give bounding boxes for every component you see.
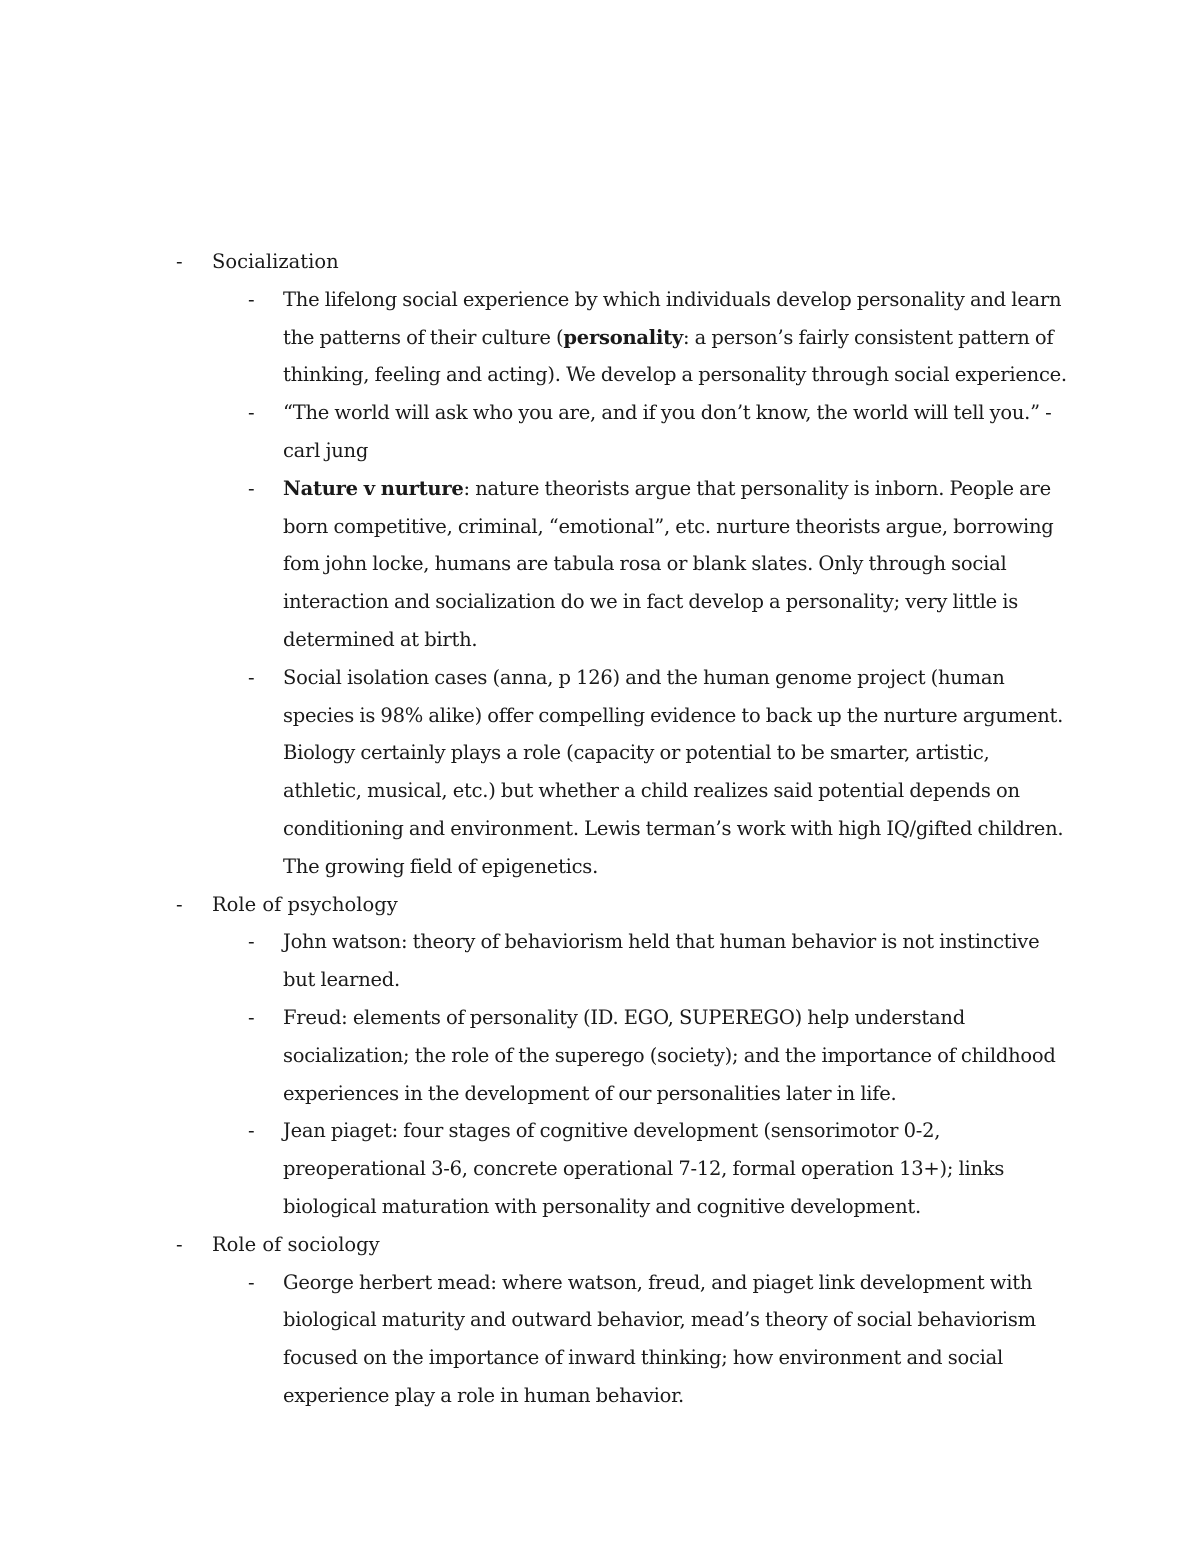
list-item [0,923,1200,999]
bullet-dash: - [248,401,255,425]
text-run: Jean piaget: four stages of cognitive development (sensorimotor 0-2, preoperational 3-6, concrete operational 7-12, formal operation 13+); links biological maturation with personality and cognitive development. [283,1119,1005,1218]
list-item-text [283,394,1073,470]
text-run: Freud: elements of personality (ID. EGO, SUPEREGO) help understand socialization; the role of the superego (society); and the importance of childhood experiences in the development of our personalities later in life. [283,1005,1056,1105]
list-item [0,999,1200,1112]
bullet-dash: - [248,1119,255,1143]
text-run: The lifelong social experience by which individuals develop personality and learn the patterns of their culture ( [283,287,1062,349]
bullet-dash: - [176,892,183,916]
text-run: John watson: theory of behaviorism held that human behavior is not instinctive but learned. [283,930,1040,992]
bold-term: personality [563,325,683,349]
text-run: Social isolation cases (anna, p 126) and the human genome project (human species is 98% alike) offer compelling evidence to back up the nurture argument. Biology certainly plays a role (capacity or potential to be smarter, artistic, athletic, musical, etc.) but whether a child realizes said potential depends on conditioning and environment. Lewis terman’s work with high IQ/gifted children. The growing field of epigenetics. [283,665,1064,878]
section-heading-text: Role of psychology [212,892,398,916]
list-item-text [283,659,1073,886]
section-heading [0,243,1200,281]
text-run: George herbert mead: where watson, freud, and piaget link development with biological maturity and outward behavior, mead’s theory of social behaviorism focused on the importance of inward thinking; how environment and social experience play a role in human behavior. [283,1270,1036,1407]
list-item-text [283,281,1073,394]
section-heading [0,886,1200,924]
list-item [0,470,1200,659]
bullet-dash: - [248,1270,255,1294]
section-heading [0,1226,1200,1264]
list-item [0,659,1200,886]
list-item [0,394,1200,470]
text-run: : nature theorists argue that personality is inborn. People are born competitive, criminal, “emotional”, etc. nurture theorists argue, borrowing fom john locke, humans are tabula rosa or blank slates. Only through social interaction and socialization do we in fact develop a personality; very little is determined at birth. [283,476,1054,651]
bullet-dash: - [248,930,255,954]
section-heading-text: Role of sociology [212,1232,380,1256]
list-item [0,1264,1200,1415]
section-heading-text: Socialization [212,250,339,273]
list-item-text [283,999,1073,1112]
text-run: “The world will ask who you are, and if you don’t know, the world will tell you.” - carl jung [283,401,1052,462]
bullet-dash: - [248,665,255,689]
notes-outline [0,243,1200,1415]
bullet-dash: - [176,1232,183,1256]
list-item [0,281,1200,394]
list-item [0,1112,1200,1225]
list-item-text [283,470,1073,659]
text-run: : a person’s fairly consistent pattern of thinking, feeling and acting). We develop a personality through social experience. [283,325,1067,387]
bullet-dash: - [248,476,255,500]
list-item-text [283,923,1073,999]
bullet-dash: - [176,250,183,273]
list-item-text [283,1112,1073,1225]
bold-term: Nature v nurture [283,476,464,500]
bullet-dash: - [248,1005,255,1029]
list-item-text [283,1264,1073,1415]
bullet-dash: - [248,287,255,311]
